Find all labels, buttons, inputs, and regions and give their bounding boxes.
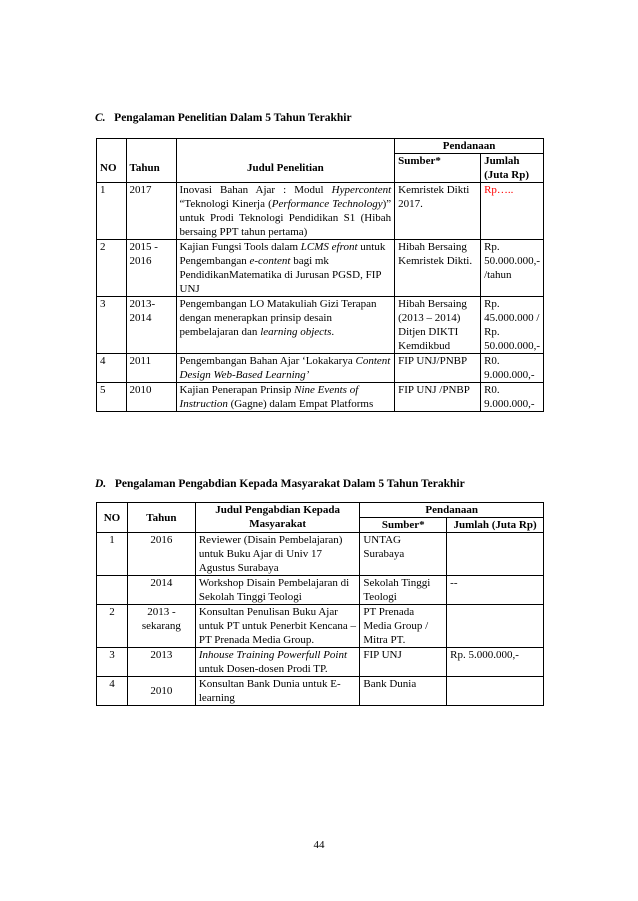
- cell-judul: Konsultan Bank Dunia untuk E-learning: [195, 677, 360, 706]
- header-judul: Judul Pengabdian Kepada Masyarakat: [195, 503, 360, 533]
- cell-tahun: 2017: [126, 183, 176, 240]
- cell-judul: Kajian Fungsi Tools dalam LCMS efront untuk Pengembangan e-content bagi mk PendidikanMatematika di Jurusan PGSD, FIP UNJ: [176, 240, 395, 297]
- cell-sumber: PT Prenada Media Group / Mitra PT.: [360, 605, 447, 648]
- cell-sumber: FIP UNJ/PNBP: [395, 354, 481, 383]
- header-no: NO: [97, 154, 127, 183]
- cell-judul: Kajian Penerapan Prinsip Nine Events of Instruction (Gagne) dalam Empat Platforms: [176, 383, 395, 412]
- section-d-letter: D.: [95, 478, 107, 490]
- table-header-row: [97, 139, 544, 154]
- cell-sumber: Kemristek Dikti 2017.: [395, 183, 481, 240]
- table-row: [97, 297, 544, 354]
- cell-judul: Konsultan Penulisan Buku Ajar untuk PT untuk Penerbit Kencana – PT Prenada Media Group.: [195, 605, 360, 648]
- cell-tahun: 2010: [127, 677, 195, 706]
- section-d-title: Pengalaman Pengabdian Kepada Masyarakat Dalam 5 Tahun Terakhir: [114, 478, 465, 490]
- cell-judul: Reviewer (Disain Pembelajaran) untuk Buku Ajar di Univ 17 Agustus Surabaya: [195, 533, 360, 576]
- cell-jumlah: Rp…..: [481, 183, 544, 240]
- cell-no: 1: [97, 533, 128, 576]
- table-row: [97, 677, 544, 706]
- cell-judul: Inhouse Training Powerfull Point untuk Dosen-dosen Prodi TP.: [195, 648, 360, 677]
- cell-sumber: Hibah Bersaing (2013 – 2014) Ditjen DIKTI Kemdikbud: [395, 297, 481, 354]
- table-row: [97, 354, 544, 383]
- cell-sumber: Hibah Bersaing Kemristek Dikti.: [395, 240, 481, 297]
- cell-judul: Pengembangan LO Matakuliah Gizi Terapan dengan menerapkan prinsip desain pembelajaran dan learning objects.: [176, 297, 395, 354]
- cell-sumber: Sekolah Tinggi Teologi: [360, 576, 447, 605]
- table-row: [97, 383, 544, 412]
- cell-jumlah: R0. 9.000.000,-: [481, 354, 544, 383]
- cell-jumlah: Rp. 5.000.000,-: [447, 648, 544, 677]
- cell-no: [97, 576, 128, 605]
- cell-tahun: 2013-2014: [126, 297, 176, 354]
- cell-jumlah: Rp. 45.000.000 / Rp. 50.000.000,-: [481, 297, 544, 354]
- cell-jumlah: [447, 605, 544, 648]
- header-no: NO: [97, 503, 128, 533]
- cell-jumlah: R0. 9.000.000,-: [481, 383, 544, 412]
- cell-tahun: 2013: [127, 648, 195, 677]
- header-pendanaan: Pendanaan: [360, 503, 544, 518]
- header-judul: Judul Penelitian: [176, 154, 395, 183]
- header-jumlah: Jumlah (Juta Rp): [481, 154, 544, 183]
- cell-no: 2: [97, 605, 128, 648]
- table-row: [97, 183, 544, 240]
- table-header-row: [97, 503, 544, 518]
- table-row: [97, 605, 544, 648]
- cell-jumlah: [447, 677, 544, 706]
- cell-tahun: 2013 - sekarang: [127, 605, 195, 648]
- section-c-letter: C.: [95, 112, 106, 124]
- cell-judul: Pengembangan Bahan Ajar ‘Lokakarya Content Design Web-Based Learning’: [176, 354, 395, 383]
- cell-jumlah: Rp. 50.000.000,- /tahun: [481, 240, 544, 297]
- table-row: [97, 240, 544, 297]
- cell-sumber: FIP UNJ: [360, 648, 447, 677]
- header-pendanaan: Pendanaan: [395, 139, 544, 154]
- cell-sumber: UNTAG Surabaya: [360, 533, 447, 576]
- header-sumber: Sumber*: [360, 518, 447, 533]
- cell-jumlah: [447, 533, 544, 576]
- section-c-heading: [95, 112, 352, 124]
- header-jumlah: Jumlah (Juta Rp): [447, 518, 544, 533]
- cell-judul: Workshop Disain Pembelajaran di Sekolah Tinggi Teologi: [195, 576, 360, 605]
- research-table: [96, 138, 544, 412]
- cell-sumber: Bank Dunia: [360, 677, 447, 706]
- header-sumber: Sumber*: [395, 154, 481, 183]
- cell-no: 1: [97, 183, 127, 240]
- cell-tahun: 2016: [127, 533, 195, 576]
- header-tahun: Tahun: [126, 154, 176, 183]
- cell-no: 4: [97, 354, 127, 383]
- cell-judul: Inovasi Bahan Ajar : Modul Hypercontent “Teknologi Kinerja (Performance Technology)” untuk Prodi Teknologi Pendidikan S1 (Hibah bersaing PPT tahun pertama): [176, 183, 395, 240]
- cell-no: 2: [97, 240, 127, 297]
- header-tahun: Tahun: [127, 503, 195, 533]
- page-number: 44: [313, 839, 325, 851]
- cell-jumlah: --: [447, 576, 544, 605]
- cell-tahun: 2014: [127, 576, 195, 605]
- cell-tahun: 2011: [126, 354, 176, 383]
- table-row: [97, 576, 544, 605]
- cell-tahun: 2010: [126, 383, 176, 412]
- table-header-row: [97, 154, 544, 183]
- cell-no: 5: [97, 383, 127, 412]
- cell-tahun: 2015 - 2016: [126, 240, 176, 297]
- table-row: [97, 648, 544, 677]
- cell-sumber: FIP UNJ /PNBP: [395, 383, 481, 412]
- table-row: [97, 533, 544, 576]
- community-service-table: [96, 502, 544, 706]
- section-c-title: Pengalaman Penelitian Dalam 5 Tahun Terakhir: [114, 112, 352, 124]
- section-d-heading: [95, 478, 465, 490]
- cell-no: 3: [97, 648, 128, 677]
- cell-no: 3: [97, 297, 127, 354]
- cell-no: 4: [97, 677, 128, 706]
